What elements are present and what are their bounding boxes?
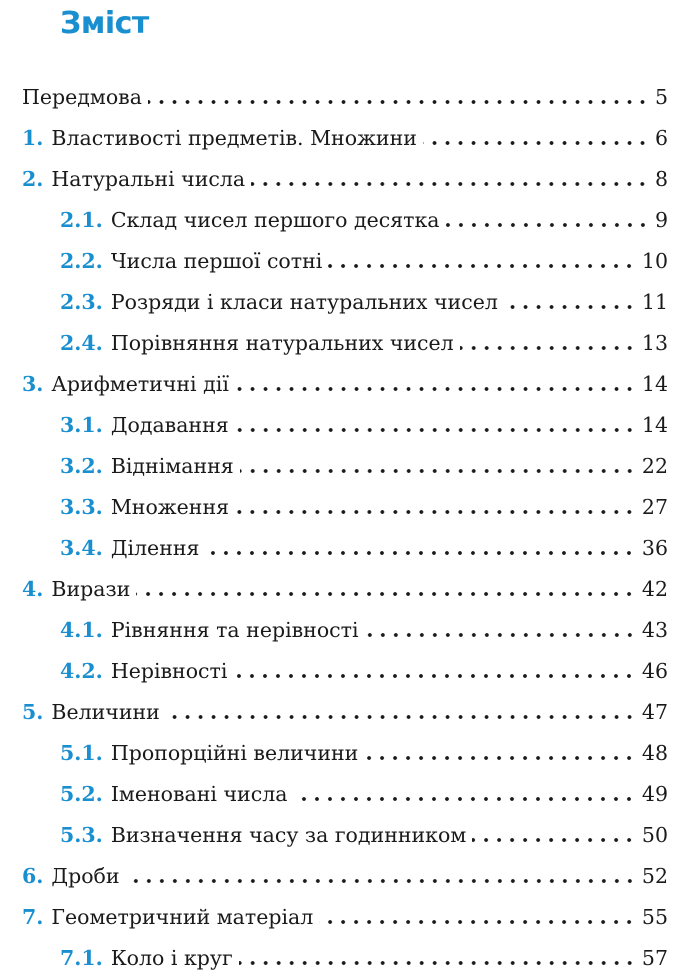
toc-entry-number: 5. (22, 700, 44, 724)
toc-entry-page-number: 14 (641, 413, 668, 437)
toc-entry-page-number: 50 (641, 823, 668, 847)
toc-entry-number: 3. (22, 372, 44, 396)
dot-leader (233, 674, 635, 678)
toc-entry-number: 5.2. (60, 782, 103, 806)
toc-entry[interactable] (22, 856, 668, 896)
dot-leader (148, 100, 649, 104)
dot-leader (423, 141, 649, 145)
toc-entry-label: Натуральні числа (51, 167, 246, 191)
toc-entry-label: Властивості предметів. Множини (51, 126, 417, 150)
toc-entry[interactable] (60, 282, 668, 322)
toc-entry-label: Склад чисел першого десятка (110, 208, 440, 232)
toc-entry-number: 1. (22, 126, 44, 150)
dot-leader (235, 387, 636, 391)
toc-entry[interactable] (22, 692, 668, 732)
toc-entry-label: Числа першої сотні (110, 249, 323, 273)
dot-leader (293, 797, 635, 801)
toc-entry-page-number: 9 (654, 208, 668, 232)
toc-entry-label: Нерівності (110, 659, 228, 683)
toc-entry[interactable] (60, 446, 668, 486)
toc-entry-number: 2.3. (60, 290, 103, 314)
toc-entry-number: 5.3. (60, 823, 103, 847)
dot-leader (328, 264, 636, 268)
dot-leader (319, 920, 636, 924)
toc-entry-page-number: 43 (641, 618, 668, 642)
toc-entry-number: 3.2. (60, 454, 103, 478)
toc-entry-number: 7. (22, 905, 44, 929)
toc-entry-label: Розряди і класи натуральних чисел (110, 290, 498, 314)
toc-entry-label: Коло і круг (110, 946, 233, 970)
toc-entry-number: 4.1. (60, 618, 103, 642)
dot-leader (251, 182, 649, 186)
toc-entry-number: 3.4. (60, 536, 103, 560)
dot-leader (504, 305, 636, 309)
toc-entry-label: Іменовані числа (110, 782, 288, 806)
dot-leader (240, 469, 636, 473)
toc-entry[interactable] (22, 159, 668, 199)
toc-entry-number: 4.2. (60, 659, 103, 683)
toc-entry-page-number: 47 (641, 700, 668, 724)
toc-entry-label: Арифметичні дії (51, 372, 229, 396)
toc-entry-number: 2.4. (60, 331, 103, 355)
dot-leader (365, 633, 636, 637)
toc-entry-label: Віднімання (110, 454, 234, 478)
toc-entry-page-number: 42 (641, 577, 668, 601)
toc-entry-page-number: 13 (641, 331, 668, 355)
toc-entry-label: Визначення часу за годинником (110, 823, 467, 847)
dot-leader (460, 346, 636, 350)
toc-entry-page-number: 22 (641, 454, 668, 478)
dot-leader (364, 756, 636, 760)
toc-entry-page-number: 55 (641, 905, 668, 929)
toc-entry[interactable] (60, 528, 668, 568)
toc-entry-number: 3.1. (60, 413, 103, 437)
toc-entry[interactable] (60, 938, 668, 978)
toc-entry-page-number: 49 (641, 782, 668, 806)
toc-entry-label: Множення (110, 495, 230, 519)
dot-leader (239, 961, 636, 965)
toc-entry-page-number: 48 (641, 741, 668, 765)
toc-entry[interactable] (22, 897, 668, 937)
dot-leader (166, 715, 636, 719)
toc-entry-page-number: 52 (641, 864, 668, 888)
toc-entry[interactable] (22, 569, 668, 609)
toc-entry[interactable] (60, 651, 668, 691)
toc-entry-number: 5.1. (60, 741, 103, 765)
toc-entry-number: 2. (22, 167, 44, 191)
dot-leader (205, 551, 635, 555)
toc-entry-page-number: 46 (641, 659, 668, 683)
toc-entry[interactable] (22, 118, 668, 158)
dot-leader (126, 879, 636, 883)
toc-entry-page-number: 27 (641, 495, 668, 519)
toc-entry[interactable] (60, 774, 668, 814)
toc-entry-page-number: 36 (641, 536, 668, 560)
toc-entry[interactable] (60, 241, 668, 281)
toc-entry[interactable] (60, 815, 668, 855)
toc-entry-number: 3.3. (60, 495, 103, 519)
toc-entry-page-number: 8 (654, 167, 668, 191)
toc-entry-label: Рівняння та нерівності (110, 618, 359, 642)
toc-entry[interactable] (22, 77, 668, 117)
toc-entry-page-number: 6 (654, 126, 668, 150)
toc-entry-page-number: 5 (654, 85, 668, 109)
toc-entry-label: Вирази (51, 577, 131, 601)
toc-entry[interactable] (60, 733, 668, 773)
toc-entry-label: Додавання (110, 413, 229, 437)
toc-entry[interactable] (60, 405, 668, 445)
toc-entry-number: 2.1. (60, 208, 103, 232)
dot-leader (446, 223, 649, 227)
toc-entry[interactable] (60, 200, 668, 240)
toc-entry[interactable] (60, 487, 668, 527)
toc-entry-label: Передмова (22, 85, 142, 109)
toc-entry-label: Пропорційні величини (110, 741, 359, 765)
page-title: Зміст (60, 6, 149, 41)
toc-entry-label: Ділення (110, 536, 200, 560)
toc-entry[interactable] (60, 610, 668, 650)
toc-entry-page-number: 14 (641, 372, 668, 396)
dot-leader (472, 838, 636, 842)
toc-entry-number: 7.1. (60, 946, 103, 970)
toc-entry-label: Порівняння натуральних чисел (110, 331, 454, 355)
toc-entry-number: 4. (22, 577, 44, 601)
toc-entry-number: 2.2. (60, 249, 103, 273)
dot-leader (235, 510, 636, 514)
toc-entry-number: 6. (22, 864, 44, 888)
toc-entry-label: Величини (51, 700, 160, 724)
toc-entry-label: Геометричний матеріал (51, 905, 314, 929)
toc-entry-page-number: 11 (641, 290, 668, 314)
toc-entry-page-number: 57 (641, 946, 668, 970)
toc-entry-label: Дроби (51, 864, 120, 888)
dot-leader (235, 428, 636, 432)
toc-entry-page-number: 10 (641, 249, 668, 273)
toc-entry[interactable] (60, 323, 668, 363)
toc-entry[interactable] (22, 364, 668, 404)
dot-leader (136, 592, 636, 596)
